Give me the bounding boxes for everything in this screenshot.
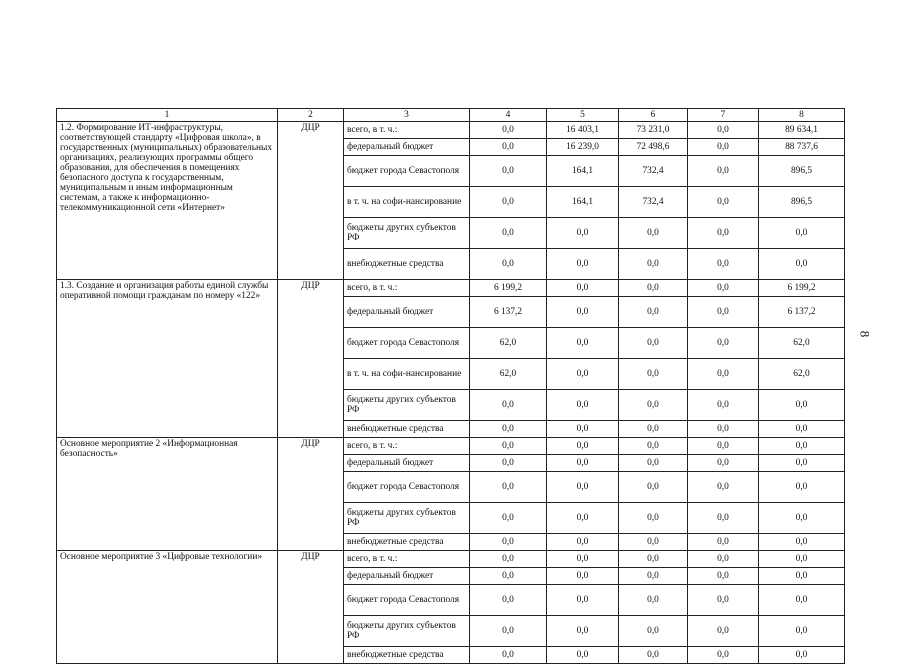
funding-source-cell: федеральный бюджет bbox=[344, 568, 470, 585]
executor-cell: ДЦР bbox=[278, 280, 344, 438]
amount-cell: 164,1 bbox=[547, 187, 619, 218]
amount-cell: 0,0 bbox=[619, 551, 688, 568]
amount-cell: 6 137,2 bbox=[759, 297, 845, 328]
amount-cell: 88 737,6 bbox=[759, 139, 845, 156]
amount-cell: 0,0 bbox=[619, 438, 688, 455]
table-body bbox=[57, 109, 845, 664]
amount-cell: 0,0 bbox=[547, 585, 619, 616]
funding-source-cell: внебюджетные средства bbox=[344, 647, 470, 664]
amount-cell: 0,0 bbox=[470, 503, 547, 534]
funding-source-cell: бюджеты других субъектов РФ bbox=[344, 503, 470, 534]
funding-source-cell: всего, в т. ч.: bbox=[344, 122, 470, 139]
amount-cell: 0,0 bbox=[688, 534, 759, 551]
table-row bbox=[57, 551, 845, 568]
amount-cell: 0,0 bbox=[619, 421, 688, 438]
amount-cell: 732,4 bbox=[619, 187, 688, 218]
amount-cell: 0,0 bbox=[547, 647, 619, 664]
amount-cell: 0,0 bbox=[688, 390, 759, 421]
amount-cell: 0,0 bbox=[619, 359, 688, 390]
amount-cell: 0,0 bbox=[688, 568, 759, 585]
amount-cell: 0,0 bbox=[547, 616, 619, 647]
amount-cell: 0,0 bbox=[470, 139, 547, 156]
amount-cell: 0,0 bbox=[759, 534, 845, 551]
amount-cell: 0,0 bbox=[470, 616, 547, 647]
amount-cell: 0,0 bbox=[759, 647, 845, 664]
header-cell: 6 bbox=[619, 109, 688, 122]
amount-cell: 0,0 bbox=[547, 328, 619, 359]
funding-source-cell: внебюджетные средства bbox=[344, 421, 470, 438]
amount-cell: 0,0 bbox=[547, 249, 619, 280]
amount-cell: 0,0 bbox=[688, 455, 759, 472]
funding-source-cell: бюджет города Севастополя bbox=[344, 472, 470, 503]
amount-cell: 0,0 bbox=[470, 647, 547, 664]
amount-cell: 62,0 bbox=[470, 359, 547, 390]
amount-cell: 0,0 bbox=[759, 390, 845, 421]
amount-cell: 0,0 bbox=[547, 472, 619, 503]
amount-cell: 0,0 bbox=[470, 421, 547, 438]
amount-cell: 0,0 bbox=[688, 218, 759, 249]
funding-source-cell: бюджеты других субъектов РФ bbox=[344, 616, 470, 647]
amount-cell: 0,0 bbox=[759, 551, 845, 568]
activity-name-cell: 1.2. Формирование ИТ-инфраструктуры, соответствующей стандарту «Цифровая школа», в государственных (муниципальных) образовательных организациях, реализующих программы общего образования, для обеспечения в помещениях безопасного доступа к государственным, муниципальным и иным информационным системам, а также к информационно-телекоммуникационной сети «Интернет» bbox=[57, 122, 278, 280]
table-row bbox=[57, 438, 845, 455]
amount-cell: 0,0 bbox=[688, 551, 759, 568]
funding-source-cell: бюджет города Севастополя bbox=[344, 156, 470, 187]
amount-cell: 0,0 bbox=[688, 421, 759, 438]
amount-cell: 0,0 bbox=[547, 280, 619, 297]
amount-cell: 0,0 bbox=[547, 438, 619, 455]
amount-cell: 0,0 bbox=[470, 218, 547, 249]
amount-cell: 0,0 bbox=[470, 187, 547, 218]
funding-source-cell: федеральный бюджет bbox=[344, 455, 470, 472]
amount-cell: 0,0 bbox=[688, 503, 759, 534]
amount-cell: 732,4 bbox=[619, 156, 688, 187]
amount-cell: 0,0 bbox=[759, 421, 845, 438]
amount-cell: 0,0 bbox=[470, 568, 547, 585]
amount-cell: 0,0 bbox=[619, 585, 688, 616]
amount-cell: 0,0 bbox=[470, 122, 547, 139]
amount-cell: 0,0 bbox=[470, 472, 547, 503]
amount-cell: 0,0 bbox=[619, 616, 688, 647]
executor-cell: ДЦР bbox=[278, 122, 344, 280]
amount-cell: 0,0 bbox=[619, 297, 688, 328]
table-row bbox=[57, 122, 845, 139]
amount-cell: 0,0 bbox=[547, 503, 619, 534]
amount-cell: 0,0 bbox=[619, 568, 688, 585]
amount-cell: 0,0 bbox=[619, 390, 688, 421]
funding-source-cell: бюджеты других субъектов РФ bbox=[344, 390, 470, 421]
amount-cell: 0,0 bbox=[470, 534, 547, 551]
header-cell: 3 bbox=[344, 109, 470, 122]
amount-cell: 62,0 bbox=[470, 328, 547, 359]
page-number: 8 bbox=[857, 330, 873, 338]
amount-cell: 0,0 bbox=[688, 122, 759, 139]
header-cell: 4 bbox=[470, 109, 547, 122]
amount-cell: 0,0 bbox=[688, 139, 759, 156]
amount-cell: 0,0 bbox=[470, 551, 547, 568]
amount-cell: 896,5 bbox=[759, 156, 845, 187]
amount-cell: 0,0 bbox=[470, 249, 547, 280]
amount-cell: 0,0 bbox=[547, 568, 619, 585]
executor-cell: ДЦР bbox=[278, 551, 344, 664]
header-cell: 1 bbox=[57, 109, 278, 122]
amount-cell: 73 231,0 bbox=[619, 122, 688, 139]
header-cell: 2 bbox=[278, 109, 344, 122]
activity-name-cell: Основное мероприятие 3 «Цифровые технологии» bbox=[57, 551, 278, 664]
amount-cell: 0,0 bbox=[619, 249, 688, 280]
funding-source-cell: бюджет города Севастополя bbox=[344, 585, 470, 616]
amount-cell: 0,0 bbox=[759, 438, 845, 455]
funding-source-cell: в т. ч. на софи-нансирование bbox=[344, 359, 470, 390]
amount-cell: 0,0 bbox=[547, 297, 619, 328]
amount-cell: 0,0 bbox=[619, 647, 688, 664]
amount-cell: 6 199,2 bbox=[759, 280, 845, 297]
funding-source-cell: федеральный бюджет bbox=[344, 139, 470, 156]
amount-cell: 89 634,1 bbox=[759, 122, 845, 139]
amount-cell: 0,0 bbox=[619, 534, 688, 551]
amount-cell: 6 199,2 bbox=[470, 280, 547, 297]
funding-source-cell: всего, в т. ч.: bbox=[344, 280, 470, 297]
header-cell: 8 bbox=[759, 109, 845, 122]
amount-cell: 0,0 bbox=[759, 455, 845, 472]
amount-cell: 0,0 bbox=[759, 249, 845, 280]
amount-cell: 0,0 bbox=[619, 503, 688, 534]
amount-cell: 164,1 bbox=[547, 156, 619, 187]
amount-cell: 0,0 bbox=[470, 455, 547, 472]
amount-cell: 0,0 bbox=[759, 616, 845, 647]
amount-cell: 62,0 bbox=[759, 328, 845, 359]
amount-cell: 6 137,2 bbox=[470, 297, 547, 328]
amount-cell: 0,0 bbox=[619, 280, 688, 297]
amount-cell: 0,0 bbox=[619, 328, 688, 359]
header-cell: 5 bbox=[547, 109, 619, 122]
funding-source-cell: федеральный бюджет bbox=[344, 297, 470, 328]
amount-cell: 0,0 bbox=[688, 472, 759, 503]
amount-cell: 0,0 bbox=[759, 218, 845, 249]
amount-cell: 0,0 bbox=[759, 585, 845, 616]
amount-cell: 0,0 bbox=[688, 297, 759, 328]
funding-source-cell: бюджет города Севастополя bbox=[344, 328, 470, 359]
amount-cell: 0,0 bbox=[688, 249, 759, 280]
amount-cell: 0,0 bbox=[547, 534, 619, 551]
column-number-header-row bbox=[57, 109, 845, 122]
amount-cell: 0,0 bbox=[619, 218, 688, 249]
amount-cell: 0,0 bbox=[688, 328, 759, 359]
executor-cell: ДЦР bbox=[278, 438, 344, 551]
amount-cell: 0,0 bbox=[688, 647, 759, 664]
amount-cell: 0,0 bbox=[688, 616, 759, 647]
funding-source-cell: бюджеты других субъектов РФ bbox=[344, 218, 470, 249]
header-cell: 7 bbox=[688, 109, 759, 122]
funding-source-cell: внебюджетные средства bbox=[344, 249, 470, 280]
amount-cell: 0,0 bbox=[759, 472, 845, 503]
amount-cell: 0,0 bbox=[688, 438, 759, 455]
funding-source-cell: всего, в т. ч.: bbox=[344, 438, 470, 455]
funding-source-cell: всего, в т. ч.: bbox=[344, 551, 470, 568]
funding-source-cell: в т. ч. на софи-нансирование bbox=[344, 187, 470, 218]
amount-cell: 0,0 bbox=[759, 568, 845, 585]
amount-cell: 896,5 bbox=[759, 187, 845, 218]
amount-cell: 16 403,1 bbox=[547, 122, 619, 139]
amount-cell: 0,0 bbox=[688, 156, 759, 187]
amount-cell: 0,0 bbox=[619, 472, 688, 503]
amount-cell: 0,0 bbox=[547, 455, 619, 472]
amount-cell: 0,0 bbox=[759, 503, 845, 534]
amount-cell: 0,0 bbox=[688, 280, 759, 297]
funding-table bbox=[56, 108, 845, 664]
amount-cell: 0,0 bbox=[470, 438, 547, 455]
amount-cell: 0,0 bbox=[470, 390, 547, 421]
amount-cell: 0,0 bbox=[470, 156, 547, 187]
amount-cell: 0,0 bbox=[688, 359, 759, 390]
table-row bbox=[57, 280, 845, 297]
amount-cell: 62,0 bbox=[759, 359, 845, 390]
amount-cell: 0,0 bbox=[547, 551, 619, 568]
amount-cell: 0,0 bbox=[547, 390, 619, 421]
funding-source-cell: внебюджетные средства bbox=[344, 534, 470, 551]
activity-name-cell: Основное мероприятие 2 «Информационная безопасность» bbox=[57, 438, 278, 551]
amount-cell: 72 498,6 bbox=[619, 139, 688, 156]
amount-cell: 0,0 bbox=[688, 187, 759, 218]
amount-cell: 0,0 bbox=[470, 585, 547, 616]
activity-name-cell: 1.3. Создание и организация работы единой службы оперативной помощи гражданам по номеру «122» bbox=[57, 280, 278, 438]
amount-cell: 0,0 bbox=[619, 455, 688, 472]
amount-cell: 0,0 bbox=[547, 218, 619, 249]
amount-cell: 16 239,0 bbox=[547, 139, 619, 156]
amount-cell: 0,0 bbox=[547, 359, 619, 390]
amount-cell: 0,0 bbox=[688, 585, 759, 616]
amount-cell: 0,0 bbox=[547, 421, 619, 438]
